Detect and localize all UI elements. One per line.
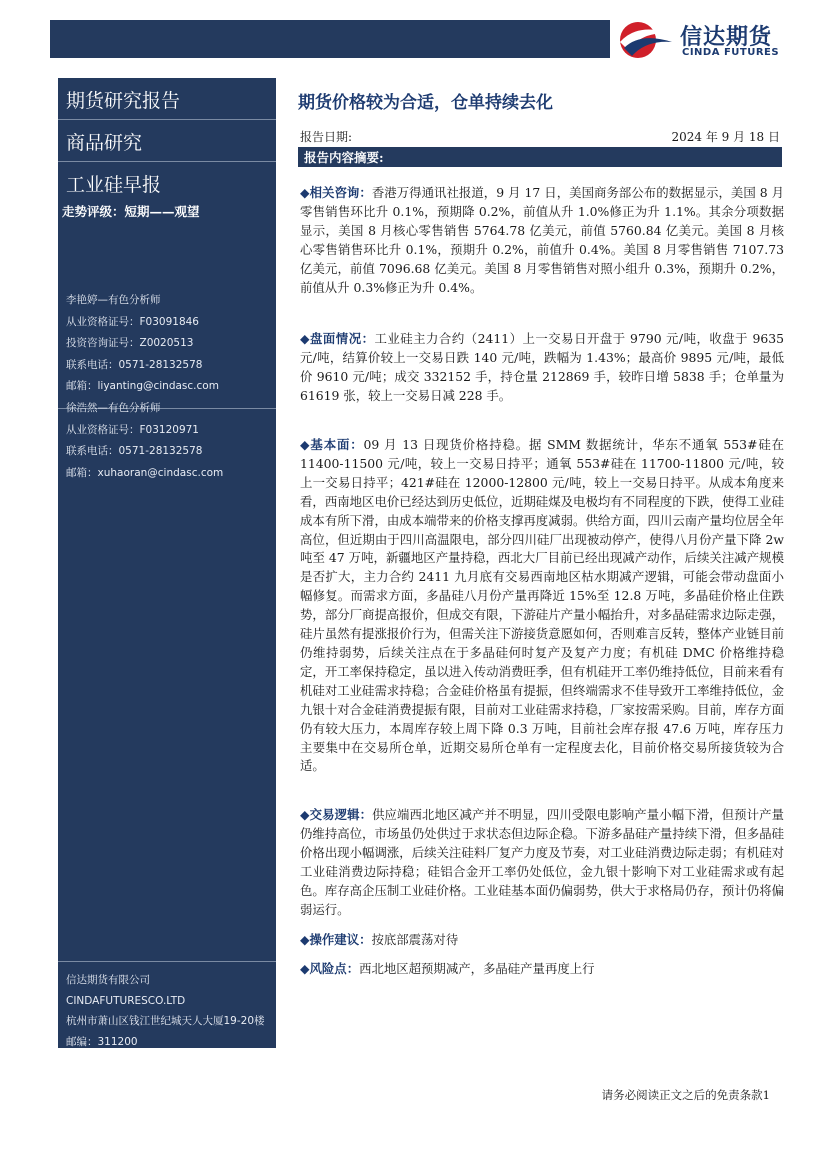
analyst-2 <box>66 398 223 484</box>
company-address: 杭州市萧山区钱江世纪城天人大厦19-20楼 <box>66 1015 265 1027</box>
diamond-bullet-icon: ◆ <box>300 932 310 947</box>
header-bar <box>50 20 610 58</box>
analyst-1-phone: 联系电话：0571-28132578 <box>66 358 203 371</box>
analyst-2-email[interactable]: 邮箱：xuhaoran@cindasc.com <box>66 466 224 479</box>
company-postcode: 邮编：311200 <box>66 1035 138 1048</box>
analyst-2-name: 徐浩然—有色分析师 <box>66 402 161 414</box>
footer-disclaimer: 请务必阅读正文之后的免责条款1 <box>601 1088 770 1102</box>
cinda-logo-icon <box>614 20 674 60</box>
section-text: 按底部震荡对待 <box>371 932 459 947</box>
company-site: CINDAFUTURESCO.LTD <box>66 994 186 1007</box>
section-fundamentals <box>300 436 784 776</box>
section-operation-advice <box>300 931 784 950</box>
section-label: 交易逻辑： <box>309 807 373 822</box>
analyst-1-name: 李艳婷—有色分析师 <box>66 294 161 306</box>
section-label: 风险点： <box>309 961 360 976</box>
sidebar-title-category: 商品研究 <box>58 120 276 162</box>
diamond-bullet-icon: ◆ <box>300 185 310 200</box>
summary-header: 报告内容摘要: <box>298 147 782 167</box>
diamond-bullet-icon: ◆ <box>300 331 311 346</box>
sidebar-title-report-type: 期货研究报告 <box>58 78 276 120</box>
page-title: 期货价格较为合适，仓单持续去化 <box>298 93 553 113</box>
diamond-bullet-icon: ◆ <box>300 807 310 822</box>
main-content <box>298 78 782 167</box>
section-market <box>300 330 784 406</box>
logo-text-en: CINDA FUTURES <box>682 47 780 58</box>
report-date-label: 报告日期: <box>300 130 353 144</box>
section-text: 香港万得通讯社报道，9 月 17 日，美国商务部公布的数据显示，美国 8 月零售销售环比升 0.1%，预期降 0.2%，前值从升 1.0%修正为升 1.1%。其余分项数据显示，美国 8 月核心零售销售 5764.78 亿美元，前值 5760.84 亿美元。美国 8 月核心零售销售环比升 0.1%，预期升 0.2%，前值升 0.4%。美国 8 月零售销售 7107.73 亿美元，前值 7096.68 亿美元。美国 8 月零售销售对照小组升 0.3%，预期升 0.2%，前值从升 0.3%修正为升 0.4%。 <box>300 185 785 295</box>
company-info <box>66 970 265 1052</box>
analyst-2-phone: 联系电话：0571-28132578 <box>66 445 203 457</box>
sidebar-title-product: 工业硅早报 <box>66 174 162 196</box>
analyst-1 <box>66 290 219 398</box>
section-trading-logic <box>300 806 784 919</box>
analyst-2-qualification: 从业资格证号：F03120971 <box>66 423 199 436</box>
diamond-bullet-icon: ◆ <box>300 437 311 452</box>
analyst-1-consult-id: 投资咨询证号：Z0020513 <box>66 337 194 349</box>
report-date-row <box>298 125 782 147</box>
analyst-1-email[interactable]: 邮箱：liyanting@cindasc.com <box>66 380 219 392</box>
section-text: 西北地区超预期减产，多晶硅产量再度上行 <box>359 961 595 976</box>
section-related-news <box>300 184 784 297</box>
section-label: 盘面情况： <box>310 331 375 346</box>
trend-rating: 走势评级：短期——观望 <box>62 204 200 219</box>
company-logo <box>614 20 804 60</box>
section-risk <box>300 960 784 979</box>
company-name: 信达期货有限公司 <box>66 974 150 986</box>
report-date-value: 2024 年 9 月 18 日 <box>671 130 780 144</box>
company-divider <box>58 961 276 962</box>
section-text: 工业硅主力合约（2411）上一交易日开盘于 9790 元/吨，收盘于 9635 元/吨，结算价较上一交易日跌 140 元/吨，跌幅为 1.43%；最高价 9895 元/吨，最低价 9610 元/吨；成交 332152 手，持仓量 212869 手，较昨日增 5838 手；仓单量为 61619 张，较上一交易日减 228 手。 <box>300 331 785 403</box>
analyst-1-qualification: 从业资格证号：F03091846 <box>66 315 199 328</box>
section-text: 供应端西北地区减产并不明显，四川受限电影响产量小幅下滑，但预计产量仍维持高位，市场虽仍处供过于求状态但边际企稳。下游多晶硅产量持续下滑，但多晶硅价格出现小幅调涨，后续关注硅料厂复产力度及节奏，对工业硅消费边际走弱；有机硅对工业硅消费边际持稳；硅铝合金开工率仍处低位，金九银十影响下对工业硅需求或有起色。库存高企压制工业硅价格。工业硅基本面仍偏弱势，供大于求格局仍存，预计仍将偏弱运行。 <box>300 807 785 917</box>
section-label: 操作建议： <box>309 932 372 947</box>
diamond-bullet-icon: ◆ <box>300 961 310 976</box>
sidebar <box>58 78 276 1048</box>
section-text: 09 月 13 日现货价格持稳。据 SMM 数据统计，华东不通氧 553#硅在 11400-11500 元/吨，较上一交易日持平；通氧 553#硅在 11700-11800 元/吨，较上一交易日持平；421#硅在 12000-12800 元/吨，较上一交易日持平。从成本角度来看，西南地区电价已经达到历史低位，近期硅煤及电极均有不同程度的下跌，使得工业硅成本有所下滑，由成本端带来的价格支撑再度减弱。供给方面，四川云南产量均位居全年高位，但近期由于四川高温限电，部分四川硅厂出现被动停产，使得八月份产量下降 2w 吨至 47 万吨，新疆地区产量持稳，西北大厂目前已经出现减产动作，后续关注减产规模是否扩大，主力合约 2411 九月底有交易西南地区枯水期减产逻辑，可能会带动盘面小幅修复。而需求方面，多晶硅八月份产量再降近 15%至 12.8 万吨，多晶硅价格止住跌势，部分厂商提高报价，但成交有限，下游硅片产量小幅抬升，对多晶硅需求边际走强，硅片虽然有提涨报价行为，但需关注下游接货意愿如何，否则难言反转，整体产业链目前仍维持弱势，后续关注点在于多晶硅何时复产及复产力度；有机硅 DMC 价格维持稳定，开工率保持稳定，虽以进入传动消费旺季，但有机硅开工率仍维持低位，目前来看有机硅对工业硅需求持稳；合金硅价格虽有提振，但终端需求不佳导致开工率维持低位，金九银十对合金硅消费提振有限，目前对工业硅需求持稳，厂家按需采购。目前，库存方面仍有较大压力，本周库存较上周下降 0.3 万吨，目前社会库存报 47.6 万吨，库存压力主要集中在交易所仓单，近期交易所仓单有一定程度去化，目前价格交易所接货较为合适。 <box>300 437 785 774</box>
section-label: 基本面： <box>310 437 364 452</box>
logo-text-cn: 信达期货 <box>680 25 773 50</box>
section-label: 相关咨询： <box>309 185 372 200</box>
